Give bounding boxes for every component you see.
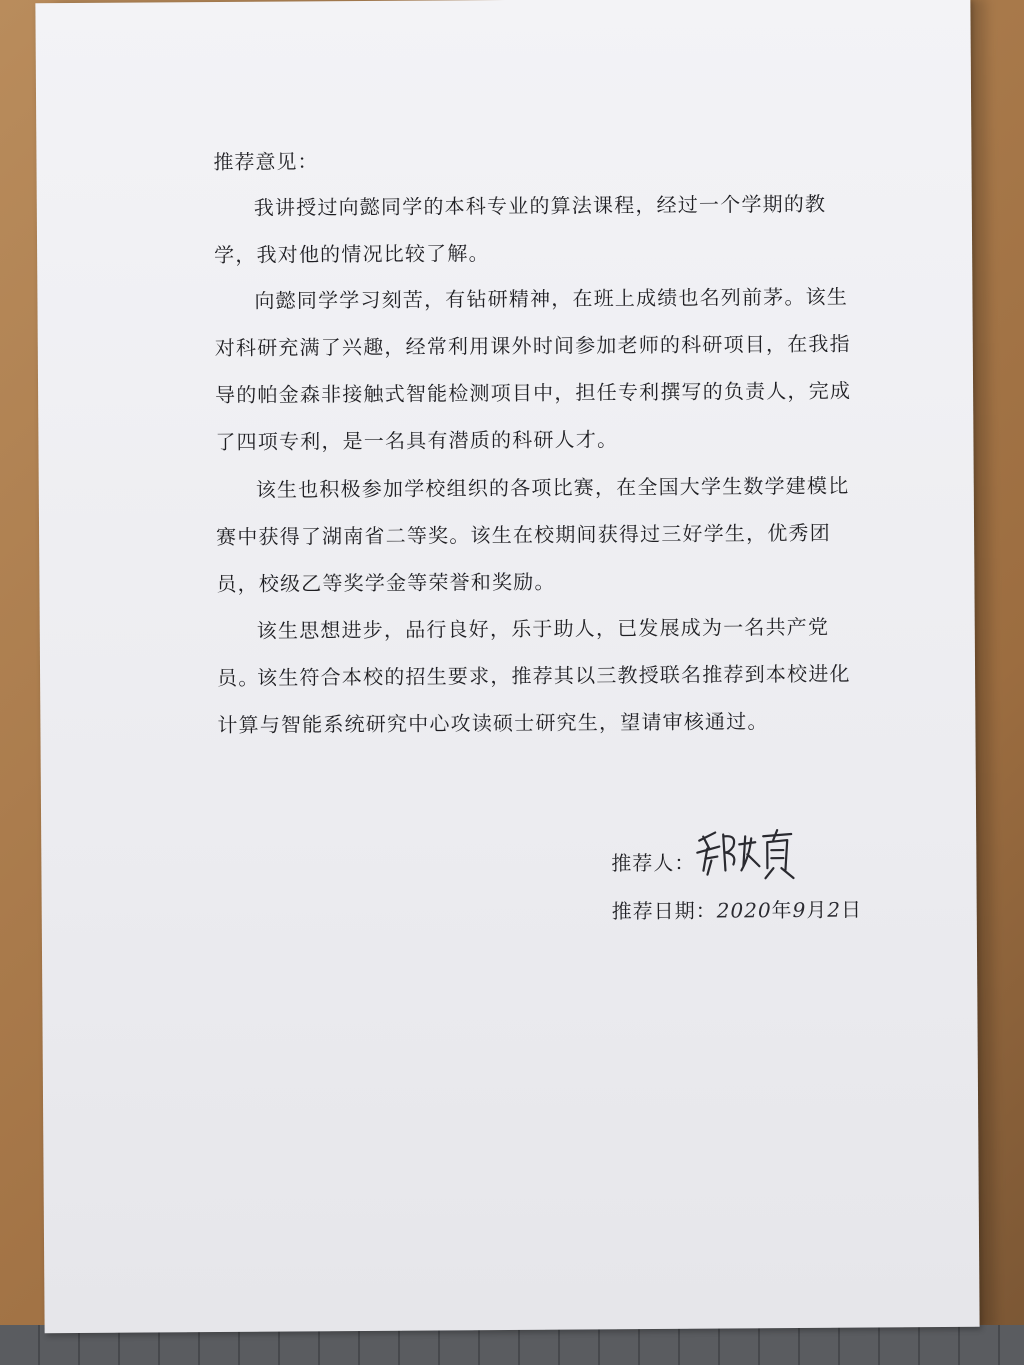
date-day: 2: [827, 897, 842, 922]
date-month: 9: [792, 897, 807, 923]
paragraph-research: 向懿同学学习刻苦，有钻研精神，在班上成绩也名列前茅。该生对科研充满了兴趣，经常利用课外时间参加老师的科研项目，在我指导的帕金森非接触式智能检测项目中，担任专利撰写的负责人，完成了四项专利，是一名具有潜质的科研人才。: [214, 284, 852, 455]
date-month-suffix: 月: [806, 897, 828, 922]
paragraph-character: 该生思想进步，品行良好，乐于助人，已发展成为一名共产党员。: [217, 614, 830, 691]
paragraph-conclusion: 该生符合本校的招生要求，推荐其以三教授联名推荐到本校进化计算与智能系统研究中心攻读硕士研究生，望请审核通过。: [217, 661, 851, 738]
handwritten-signature: [693, 826, 803, 881]
letter-heading: 推荐意见：: [213, 149, 319, 175]
date-year-suffix: 年: [771, 898, 793, 923]
recommender-label: 推荐人：: [611, 850, 696, 876]
date-day-suffix: 日: [841, 897, 863, 922]
date-year: 2020: [716, 898, 772, 923]
paragraph-competitions: 该生也积极参加学校组织的各项比赛，在全国大学生数学建模比赛中获得了湖南省二等奖。该生在校期间获得过三好学生，优秀团员，校级乙等奖学金等荣誉和奖励。: [216, 473, 850, 597]
date-line: [612, 894, 863, 925]
paragraph-course-intro: 我讲授过向懿同学的本科专业的算法课程，经过一个学期的教学，我对他的情况比较了解。: [214, 191, 827, 268]
recommendation-letter-page: [35, 0, 979, 1333]
recommender-line: [611, 847, 695, 877]
date-label: 推荐日期：: [611, 898, 717, 924]
